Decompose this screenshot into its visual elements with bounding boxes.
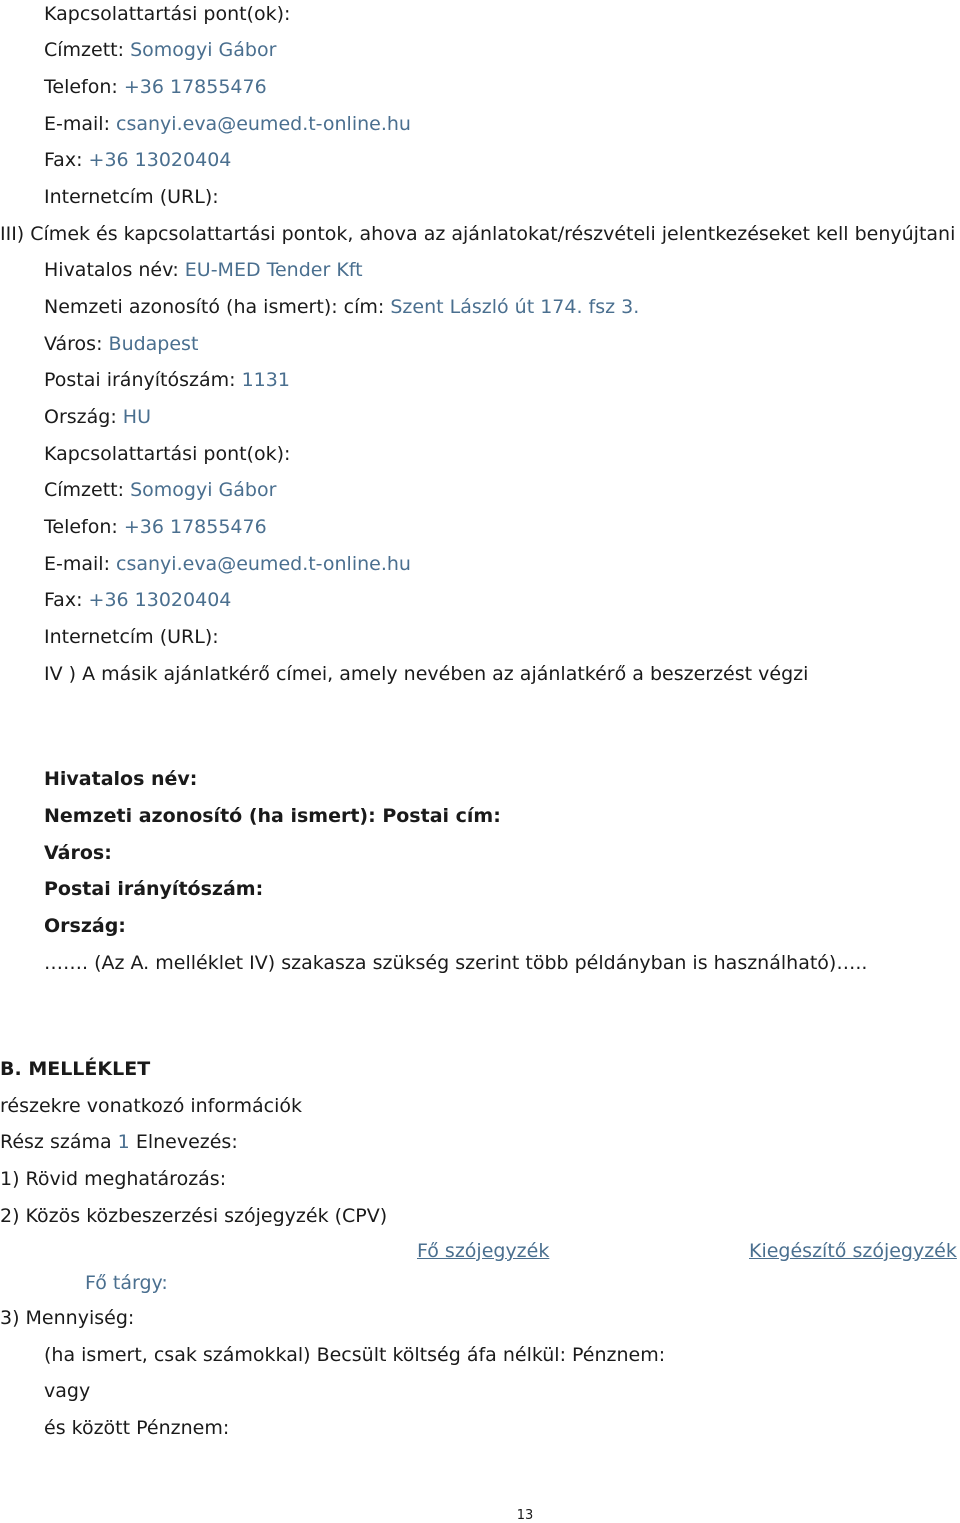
city-label: Város:	[44, 842, 112, 864]
section-3-heading: III) Címek és kapcsolattartási pontok, ahova az ajánlatokat/részvételi jelentkezéseket kell benyújtani	[0, 223, 956, 245]
addressee-line: Címzett: Somogyi Gábor	[44, 479, 277, 501]
email-line: E-mail: csanyi.eva@eumed.t-online.hu	[44, 553, 411, 575]
email-line: E-mail: csanyi.eva@eumed.t-online.hu	[44, 113, 411, 135]
fax-line: Fax: +36 13020404	[44, 149, 232, 171]
part-number-line: Rész száma 1 Elnevezés:	[0, 1131, 238, 1153]
postal-code-line: Postai irányítószám: 1131	[44, 369, 290, 391]
country-line: Ország: HU	[44, 406, 151, 428]
addressee-line: Címzett: Somogyi Gábor	[44, 39, 277, 61]
section-4-note: ……. (Az A. melléklet IV) szakasza szükség szerint több példányban is használható)…..	[44, 952, 868, 974]
cpv-label: 2) Közös közbeszerzési szójegyzék (CPV)	[0, 1205, 388, 1227]
phone-line: Telefon: +36 17855476	[44, 516, 267, 538]
contact-points-label: Kapcsolattartási pont(ok):	[44, 443, 291, 465]
quantity-label: 3) Mennyiség:	[0, 1307, 135, 1329]
official-name-line: Hivatalos név: EU-MED Tender Kft	[44, 259, 363, 281]
postal-code-label: Postai irányítószám:	[44, 878, 264, 900]
phone-line: Telefon: +36 17855476	[44, 76, 267, 98]
main-object-label: Fő tárgy:	[85, 1272, 168, 1294]
or-label: vagy	[44, 1380, 91, 1402]
estimated-cost-label: (ha ismert, csak számokkal) Becsült költség áfa nélkül: Pénznem:	[44, 1344, 666, 1366]
national-id-address-line: Nemzeti azonosító (ha ismert): cím: Szent László út 174. fsz 3.	[44, 296, 640, 318]
fax-line: Fax: +36 13020404	[44, 589, 232, 611]
contact-points-label: Kapcsolattartási pont(ok):	[44, 3, 291, 25]
section-4-heading: IV ) A másik ajánlatkérő címei, amely nevében az ajánlatkérő a beszerzést végzi	[44, 663, 809, 685]
annex-b-subtitle: részekre vonatkozó információk	[0, 1095, 302, 1117]
page-number: 13	[516, 1508, 534, 1523]
main-vocabulary-link[interactable]: Fő szójegyzék	[417, 1240, 550, 1262]
official-name-label: Hivatalos név:	[44, 768, 198, 790]
supplementary-vocabulary-link[interactable]: Kiegészítő szójegyzék	[749, 1240, 957, 1262]
url-line: Internetcím (URL):	[44, 626, 219, 648]
city-line: Város: Budapest	[44, 333, 199, 355]
url-line: Internetcím (URL):	[44, 186, 219, 208]
annex-b-title: B. MELLÉKLET	[0, 1058, 151, 1080]
country-label: Ország:	[44, 915, 126, 937]
between-currency-label: és között Pénznem:	[44, 1417, 230, 1439]
short-description-label: 1) Rövid meghatározás:	[0, 1168, 227, 1190]
national-id-postal-address-label: Nemzeti azonosító (ha ismert): Postai cím:	[44, 805, 501, 827]
